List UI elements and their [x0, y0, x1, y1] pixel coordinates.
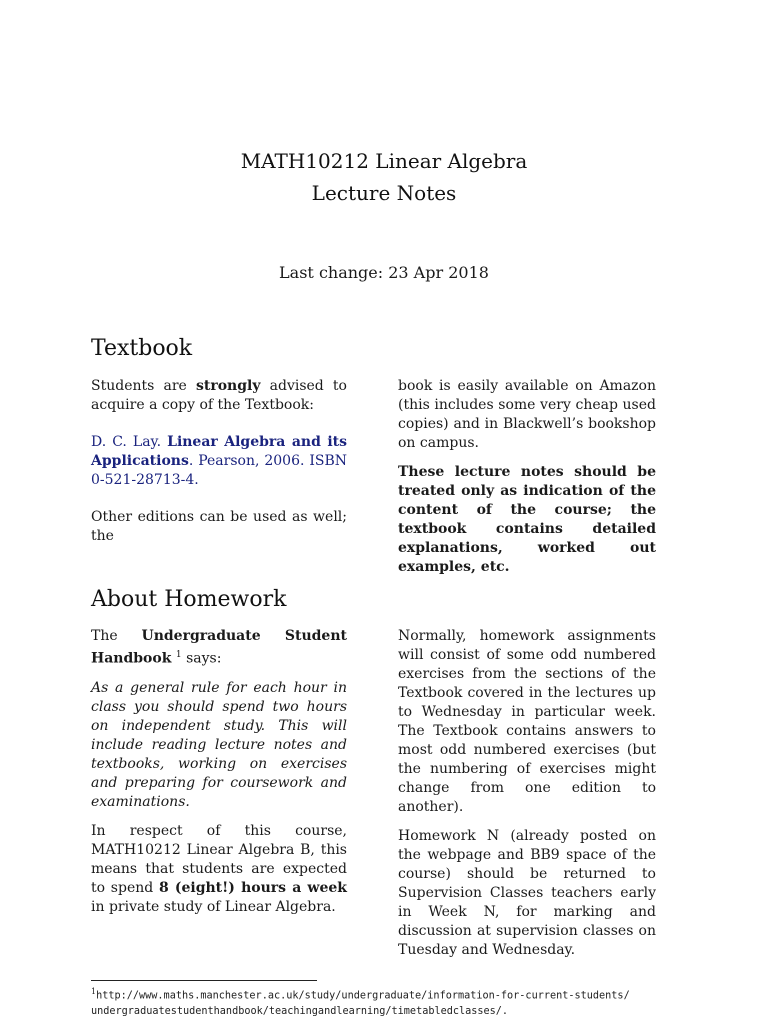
textbook-editions-note: Other editions can be used as well; the: [91, 509, 347, 544]
homework-right-column: [398, 627, 656, 970]
textbook-reference[interactable]: [91, 433, 347, 490]
study-hours-paragraph: [91, 822, 347, 917]
handbook-intro: [91, 627, 347, 669]
reference-title: Linear Algebra and its Applications: [91, 434, 347, 469]
handbook-name: Undergraduate Student Handbook: [91, 628, 347, 667]
footnote-number: 1: [91, 987, 97, 996]
text-span: Students are: [91, 378, 196, 394]
homework-left-column: [91, 627, 347, 927]
homework-return-paragraph: Homework N (already posted on the webpage and BB9 space of the course) should be returned to Supervision Classes teachers early in Week N, for marking and discussion at supervision classes on Tuesday and Wednesday.: [398, 828, 656, 958]
reference-details: . Pearson, 2006. ISBN 0-521-28713-4.: [91, 453, 347, 488]
textbook-intro: [91, 377, 347, 415]
textbook-right-column: [398, 377, 656, 587]
lecture-notes-disclaimer: These lecture notes should be treated only as indication of the content of the course; the textbook contains detailed explanations, worked out examples, etc.: [398, 464, 656, 575]
handbook-quote: As a general rule for each hour in class you should spend two hours on independent study. This will include reading lecture notes and textbooks, working on exercises and preparing for coursework and examinations.: [91, 679, 347, 810]
text-span: in private study of Linear Algebra.: [91, 898, 336, 915]
textbook-left-column: [91, 377, 347, 556]
footnote-url-part2[interactable]: undergraduatestudenthandbook/teachingandlearning/timetabledclasses/.: [91, 1006, 509, 1018]
emphasis-strongly: strongly: [195, 378, 261, 394]
reference-author: D. C. Lay.: [91, 434, 168, 450]
footnote: [91, 984, 691, 1020]
textbook-availability: book is easily available on Amazon (this includes some very cheap used copies) and in Blackwell’s bookshop on campus.: [398, 378, 656, 451]
homework-assignments-paragraph: Normally, homework assignments will consist of some odd numbered exercises from the sections of the Textbook covered in the lectures up to Wednesday in particular week. The Textbook contains answers to most odd numbered exercises (but the numbering of exercises might change from one edition to another).: [398, 628, 656, 815]
text-span: advised to acquire a copy of the Textbook:: [91, 378, 347, 413]
footnote-divider: [91, 980, 317, 981]
course-title: MATH10212 Linear Algebra: [240, 149, 528, 173]
homework-heading: About Homework: [91, 587, 287, 612]
last-change-date: Last change: 23 Apr 2018: [279, 263, 489, 282]
text-span: In respect of this course, MATH10212 Linear Algebra B, this means that students are expected to spend: [91, 822, 347, 896]
hours-emphasis: 8 (eight!) hours a week: [158, 879, 347, 896]
text-span: The: [91, 628, 142, 644]
document-subtitle: Lecture Notes: [311, 181, 457, 205]
textbook-heading: Textbook: [91, 336, 193, 361]
footnote-marker[interactable]: 1: [175, 650, 182, 660]
text-span: says:: [181, 650, 222, 667]
title-block: [0, 145, 768, 209]
footnote-url-part1[interactable]: http://www.maths.manchester.ac.uk/study/undergraduate/information-for-current-students/: [96, 990, 630, 1002]
footnote-line-1[interactable]: [91, 984, 691, 1004]
